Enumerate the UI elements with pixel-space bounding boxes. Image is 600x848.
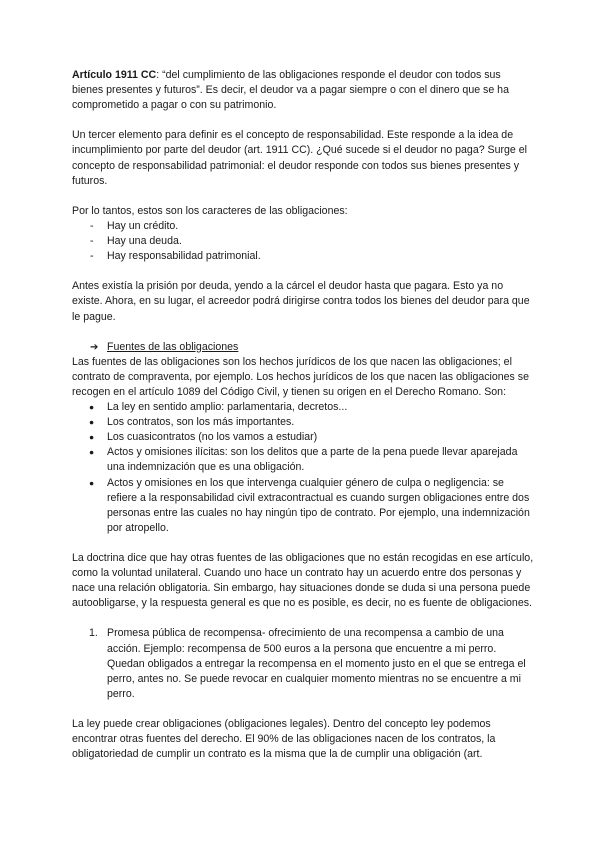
section-heading — [72, 340, 534, 355]
list-item: ● La ley en sentido amplio: parlamentaria, decretos... — [72, 400, 534, 415]
paragraph-responsabilidad: Un tercer elemento para definir es el concepto de responsabilidad. Este responde a la idea de incumplimiento por parte del deudor (art. 1911 CC). ¿Qué sucede si el deudor no paga? Surge el concepto de responsabilidad patrimonial: el deudor responde con todos sus bienes presentes y futuros. — [72, 129, 528, 187]
caracteres-list — [72, 219, 534, 264]
list-item-text: Promesa pública de recompensa- ofrecimiento de una recompensa a cambio de una acción. Ejemplo: recompensa de 500 euros a la persona que encuentre a mi perro. Quedan obligados a entregar la recompensa en el momento justo en el que se entrega el perro, antes no. Se puede revocar en cualquier momento mientras no se encuentre a mi perro. — [107, 627, 526, 700]
paragraph-doctrina: La doctrina dice que hay otras fuentes de las obligaciones que no están recogidas en ese artículo, como la voluntad unilateral. Cuando uno hace un contrato hay un acuerdo entre dos personas y nace una relación obligatoria. Sin embargo, hay situaciones donde se duda si una persona puede autoobligarse, y la respuesta general es que no es posible, es decir, no es fuente de obligaciones. — [72, 552, 534, 610]
list-item: - Hay una deuda. — [72, 234, 534, 249]
list-item: - Hay responsabilidad patrimonial. — [72, 249, 534, 264]
article-reference: Artículo 1911 CC — [72, 69, 157, 81]
article-quote: : “del cumplimiento de las obligaciones responde el deudor con todos sus bienes presentes y futuros”. Es decir, el deudor va a pagar siempre o con el dinero que se ha comprometido a pagar o con su patrimonio. — [72, 69, 509, 112]
arrow-icon: ➔ — [90, 341, 99, 353]
document-page — [72, 68, 534, 762]
list-item: - Hay un crédito. — [72, 219, 534, 234]
list-item: ● Actos y omisiones ilícitas: son los delitos que a parte de la pena puede llevar aparejada una indemnización que es una obligación. — [72, 445, 534, 475]
paragraph-articulo-1911 — [72, 68, 534, 113]
paragraph-fuentes: Las fuentes de las obligaciones son los hechos jurídicos de los que nacen las obligaciones; el contrato de compraventa, por ejemplo. Los hechos jurídicos de los que nacen las obligaciones se recogen en el artículo 1089 del Código Civil, y tienen su origen en el Derecho Romano. Son: — [72, 355, 529, 398]
list-item: ● Actos y omisiones en los que intervenga cualquier género de culpa o negligencia: se refiere a la responsabilidad civil extracontractual es cuando surgen obligaciones entre dos personas entre las cuales no hay ningún tipo de contrato. Por ejemplo, una indemnización por atropello. — [72, 476, 534, 536]
paragraph-caracteres-intro: Por lo tantos, estos son los caracteres de las obligaciones: — [72, 204, 348, 217]
numbered-list — [72, 626, 534, 701]
section-heading-text: Fuentes de las obligaciones — [107, 340, 239, 353]
fuentes-list — [72, 400, 534, 536]
list-item — [72, 626, 534, 701]
list-item: ● Los contratos, son los más importantes. — [72, 415, 534, 430]
paragraph-prision: Antes existía la prisión por deuda, yendo a la cárcel el deudor hasta que pagara. Esto ya no existe. Ahora, en su lugar, el acreedor podrá dirigirse contra todos los bienes del deudor para que le pague. — [72, 280, 530, 323]
list-item: ● Los cuasicontratos (no los vamos a estudiar) — [72, 430, 534, 445]
list-number: 1. — [89, 627, 98, 640]
paragraph-ley: La ley puede crear obligaciones (obligaciones legales). Dentro del concepto ley podemos encontrar otras fuentes del derecho. El 90% de las obligaciones nacen de los contratos, la obligatoriedad de cumplir un contrato es la misma que la de cumplir una obligación (art. — [72, 718, 496, 761]
